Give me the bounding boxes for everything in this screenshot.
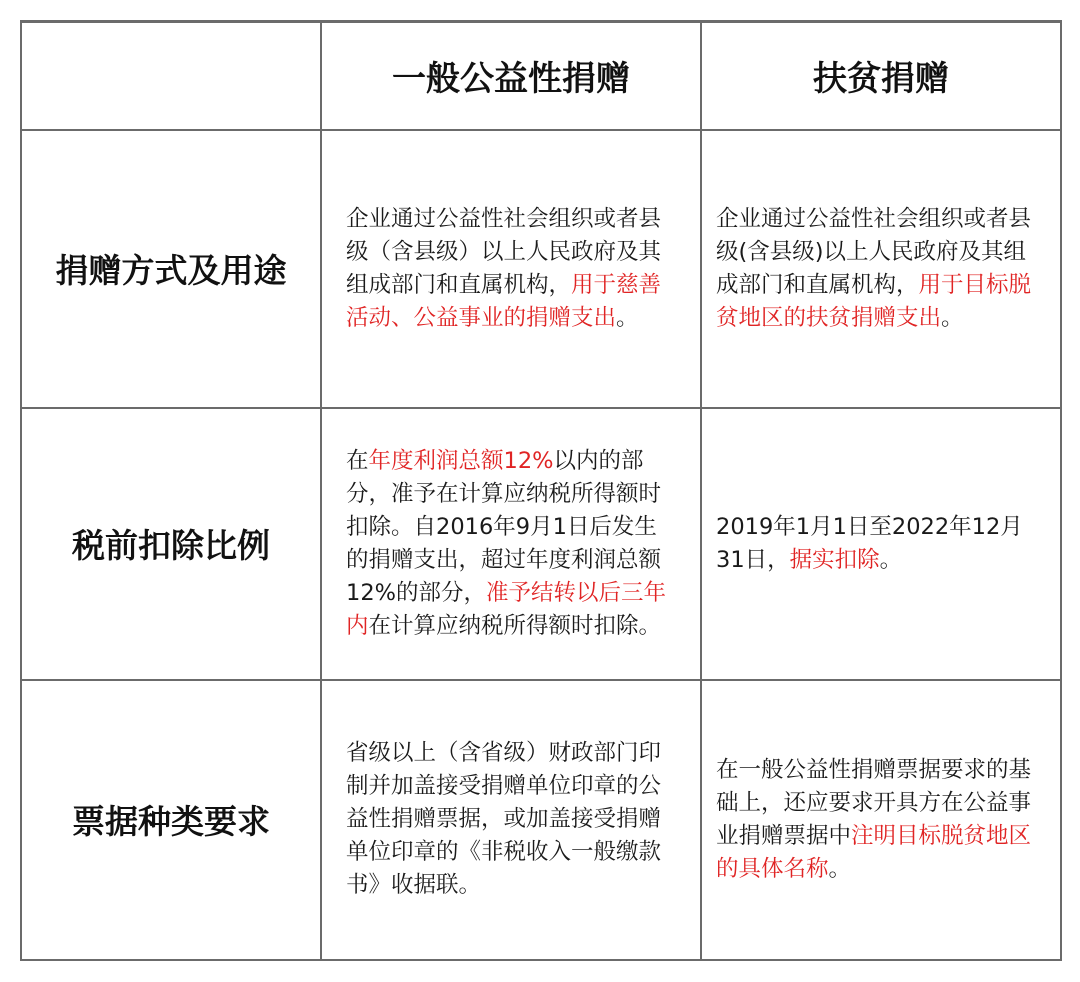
cell-general-deduction <box>321 408 701 680</box>
text-segment: 2019年1月1日至2022年12月31日， <box>716 513 1023 573</box>
cell-poverty-deduction <box>701 408 1061 680</box>
highlight-segment: 据实扣除 <box>789 546 880 573</box>
highlight-segment: 用于目标脱贫地区的扶贫捐赠支出 <box>716 271 1032 331</box>
text-segment: 以内的部分，准予在计算应纳税所得额时扣除。自2016年9月1日后发生的捐赠支出，超过年度利润总额12%的部分， <box>346 447 662 606</box>
text-segment: 省级以上（含省级）财政部门印制并加盖接受捐赠单位印章的公益性捐赠票据，或加盖接受捐赠单位印章的《非税收入一般缴款书》收据联。 <box>346 740 662 898</box>
cell-poverty-method <box>701 130 1061 408</box>
row-label-method: 捐赠方式及用途 <box>21 130 321 408</box>
text-segment: 企业通过公益性社会组织或者县级(含县级)以上人民政府及其组成部门和直属机构， <box>716 205 1032 298</box>
header-row <box>21 22 1061 130</box>
highlight-segment: 用于慈善活动、公益事业的捐赠支出 <box>346 271 662 331</box>
cell-poverty-receipt <box>701 680 1061 960</box>
row-label-receipt: 票据种类要求 <box>21 680 321 960</box>
donation-comparison-table <box>20 20 1062 961</box>
highlight-segment: 年度利润总额12% <box>368 447 554 474</box>
cell-general-receipt <box>321 680 701 960</box>
header-poverty-donation: 扶贫捐赠 <box>701 22 1061 130</box>
text-segment: 。 <box>616 304 639 331</box>
header-general-donation: 一般公益性捐赠 <box>321 22 701 130</box>
text-segment: 在计算应纳税所得额时扣除。 <box>368 612 662 639</box>
highlight-segment: 注明目标脱贫地区的具体名称 <box>716 822 1032 882</box>
text-segment: 在一般公益性捐赠票据要求的基础上，还应要求开具方在公益事业捐赠票据中 <box>716 756 1032 849</box>
highlight-segment: 准予结转以后三年内 <box>346 579 667 639</box>
row-label-deduction: 税前扣除比例 <box>21 408 321 680</box>
table-row <box>21 408 1061 680</box>
text-segment: 。 <box>879 546 903 573</box>
text-segment: 在 <box>346 447 369 474</box>
text-segment: 。 <box>828 855 852 882</box>
table-row <box>21 130 1061 408</box>
header-blank-cell <box>21 22 321 130</box>
text-segment: 企业通过公益性社会组织或者县级（含县级）以上人民政府及其组成部门和直属机构， <box>346 205 662 298</box>
cell-general-method <box>321 130 701 408</box>
text-segment: 。 <box>941 304 964 331</box>
table-row <box>21 680 1061 960</box>
